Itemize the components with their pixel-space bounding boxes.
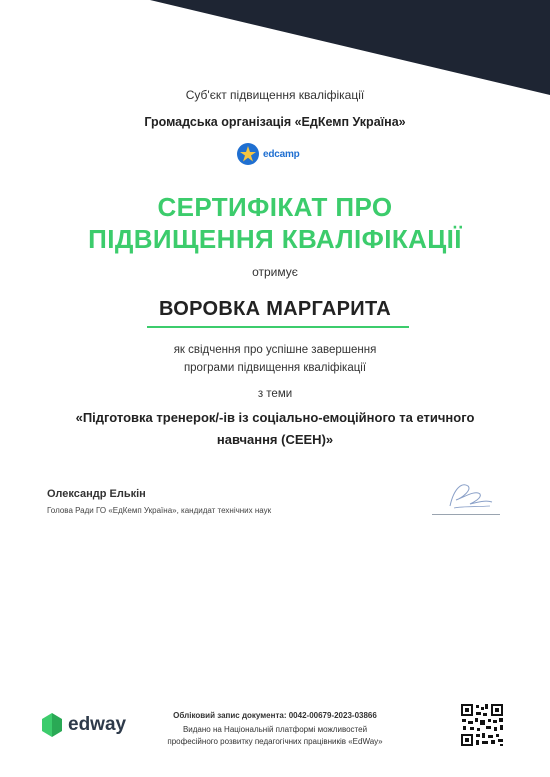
edcamp-logo xyxy=(237,143,300,165)
subject-label: Суб'єкт підвищення кваліфікації xyxy=(185,88,365,102)
signature-line xyxy=(432,514,500,515)
edcamp-star-logo-icon xyxy=(237,143,259,165)
signature-image xyxy=(432,476,502,516)
signer-title: Голова Ради ГО «ЕдКемп Україна», кандидат технічних наук xyxy=(47,506,272,515)
record-label: Обліковий запис документа: xyxy=(173,711,287,720)
testimony-line2: програми підвищення кваліфікації xyxy=(183,362,367,374)
issued-line1: Видано на Національній платформі можливостей xyxy=(182,725,368,734)
organization-name: Громадська організація «ЕдКемп Україна» xyxy=(144,115,406,129)
topic-line1: «Підготовка тренерок/-ів із соціально-емоційного та етичного xyxy=(75,410,475,425)
corner-decoration xyxy=(0,0,550,95)
record-number: 0042-00679-2023-03866 xyxy=(288,711,377,720)
topic-line2: навчання (СЕЕН)» xyxy=(216,432,334,447)
edcamp-logo-text: edcamp xyxy=(263,148,300,160)
recipient-underline xyxy=(147,326,409,328)
edway-logo-text: edway xyxy=(68,714,127,735)
issued-line2: професійного розвитку педагогічних працівників «EdWay» xyxy=(167,737,383,746)
signer-name: Олександр Елькін xyxy=(47,488,146,500)
receives-label: отримує xyxy=(252,265,298,279)
certificate-title-line1: СЕРТИФІКАТ ПРО xyxy=(157,192,393,222)
recipient-name: ВОРОВКА МАРГАРИТА xyxy=(159,298,391,320)
topic-label: з теми xyxy=(257,388,293,400)
qr-code-icon[interactable] xyxy=(460,703,504,747)
certificate-title-line2: ПІДВИЩЕННЯ КВАЛІФІКАЦІЇ xyxy=(88,224,462,254)
testimony-line1: як свідчення про успішне завершення xyxy=(173,344,377,356)
